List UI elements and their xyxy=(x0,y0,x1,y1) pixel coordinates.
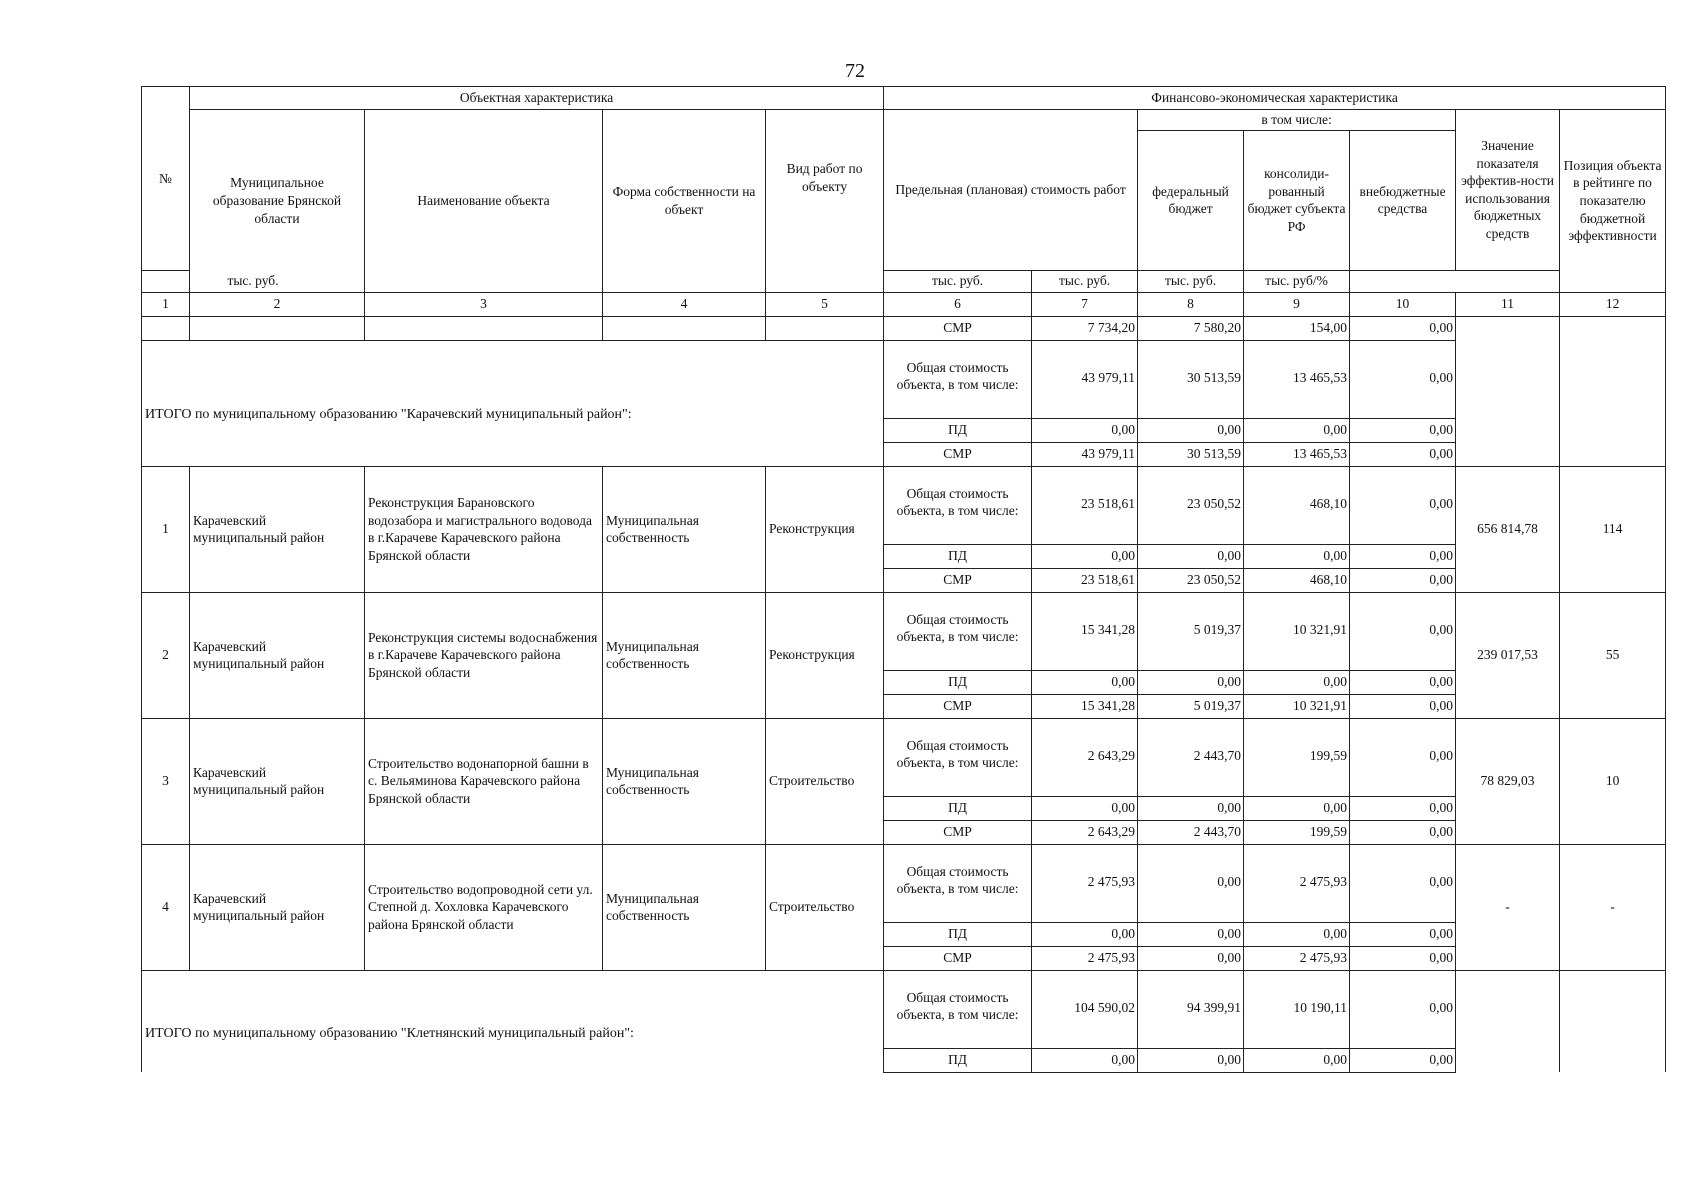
total-cost-label: Общая стоимость объекта, в том числе: xyxy=(884,466,1032,544)
cost-value: 0,00 xyxy=(1032,544,1138,568)
total-cost-label: Общая стоимость объекта, в том числе: xyxy=(884,592,1032,670)
federal-value: 0,00 xyxy=(1138,946,1244,970)
header-row-groups xyxy=(142,87,1666,110)
extrabudget-value: 0,00 xyxy=(1350,316,1456,340)
empty-cell xyxy=(365,316,603,340)
cost-value: 0,00 xyxy=(1032,1048,1138,1072)
federal-value: 0,00 xyxy=(1138,796,1244,820)
column-numbers-row xyxy=(142,292,1666,316)
unit-extrabudget: тыс. руб. xyxy=(1138,270,1244,292)
cost-value: 2 643,29 xyxy=(1032,820,1138,844)
efficiency-value: - xyxy=(1456,844,1560,970)
consolidated-value: 0,00 xyxy=(1244,922,1350,946)
unit-efficiency: тыс. руб/% xyxy=(1244,270,1350,292)
consolidated-value: 2 475,93 xyxy=(1244,844,1350,922)
object-municipality: Карачевский муниципальный район xyxy=(190,844,365,970)
header-extrabudget: внебюджетные средства xyxy=(1350,130,1456,270)
empty-cell xyxy=(1456,316,1560,340)
efficiency-value: 239 017,53 xyxy=(1456,592,1560,718)
investment-objects-table xyxy=(141,86,1666,1073)
extrabudget-value: 0,00 xyxy=(1350,340,1456,418)
empty-cell xyxy=(603,316,766,340)
object-number: 4 xyxy=(142,844,190,970)
consolidated-value: 468,10 xyxy=(1244,568,1350,592)
header-object-characteristic: Объектная характеристика xyxy=(190,87,884,110)
object-ownership: Муниципальная собственность xyxy=(603,718,766,844)
efficiency-value: 656 814,78 xyxy=(1456,466,1560,592)
object-ownership: Муниципальная собственность xyxy=(603,466,766,592)
consolidated-value: 10 321,91 xyxy=(1244,694,1350,718)
object-row xyxy=(142,718,1666,796)
empty-cell xyxy=(1560,340,1666,466)
extrabudget-value: 0,00 xyxy=(1350,694,1456,718)
object-row xyxy=(142,844,1666,922)
extrabudget-value: 0,00 xyxy=(1350,568,1456,592)
header-cost-limit: Предельная (плановая) стоимость работ xyxy=(884,110,1138,271)
cost-value: 0,00 xyxy=(1032,922,1138,946)
smr-label: СМР xyxy=(884,820,1032,844)
extrabudget-value: 0,00 xyxy=(1350,544,1456,568)
empty-cell xyxy=(1456,340,1560,466)
extrabudget-value: 0,00 xyxy=(1350,466,1456,544)
empty-cell xyxy=(1560,316,1666,340)
itogo-karachev-label: ИТОГО по муниципальному образованию "Карачевский муниципальный район": xyxy=(142,340,884,466)
cost-value: 2 475,93 xyxy=(1032,844,1138,922)
consolidated-value: 10 190,11 xyxy=(1244,970,1350,1048)
cost-value: 15 341,28 xyxy=(1032,694,1138,718)
header-work-type: Вид работ по объекту xyxy=(766,110,884,293)
header-consolidated: консолиди-рованный бюджет субъекта РФ xyxy=(1244,130,1350,270)
object-name: Реконструкция системы водоснабжения в г.Карачеве Карачевского района Брянской области xyxy=(365,592,603,718)
unit-cost: тыс. руб. xyxy=(142,270,365,292)
unit-federal: тыс. руб. xyxy=(884,270,1032,292)
extrabudget-value: 0,00 xyxy=(1350,592,1456,670)
rating-value: 114 xyxy=(1560,466,1666,592)
federal-value: 30 513,59 xyxy=(1138,340,1244,418)
consolidated-value: 0,00 xyxy=(1244,544,1350,568)
object-municipality: Карачевский муниципальный район xyxy=(190,466,365,592)
federal-value: 94 399,91 xyxy=(1138,970,1244,1048)
object-name: Строительство водопроводной сети ул. Степной д. Хохловка Карачевского района Брянской области xyxy=(365,844,603,970)
federal-value: 2 443,70 xyxy=(1138,718,1244,796)
cost-value: 43 979,11 xyxy=(1032,442,1138,466)
smr-label: СМР xyxy=(884,568,1032,592)
header-object-name: Наименование объекта xyxy=(365,110,603,293)
object-name: Строительство водонапорной башни в с. Вельяминова Карачевского района Брянской области xyxy=(365,718,603,844)
consolidated-value: 10 321,91 xyxy=(1244,592,1350,670)
col-number: 7 xyxy=(1032,292,1138,316)
federal-value: 0,00 xyxy=(1138,922,1244,946)
object-work-type: Строительство xyxy=(766,718,884,844)
cost-value: 2 643,29 xyxy=(1032,718,1138,796)
object-ownership: Муниципальная собственность xyxy=(603,844,766,970)
col-number: 9 xyxy=(1244,292,1350,316)
page-number: 72 xyxy=(845,60,865,82)
smr-label: СМР xyxy=(884,694,1032,718)
object-name: Реконструкция Барановского водозабора и магистрального водовода в г.Карачеве Карачевского района Брянской области xyxy=(365,466,603,592)
federal-value: 0,00 xyxy=(1138,844,1244,922)
extrabudget-value: 0,00 xyxy=(1350,922,1456,946)
object-number: 3 xyxy=(142,718,190,844)
col-number: 11 xyxy=(1456,292,1560,316)
header-number: № xyxy=(142,87,190,271)
col-number: 10 xyxy=(1350,292,1456,316)
col-number: 8 xyxy=(1138,292,1244,316)
header-efficiency: Значение показателя эффектив-ности использования бюджетных средств xyxy=(1456,110,1560,271)
cost-value: 0,00 xyxy=(1032,670,1138,694)
extrabudget-value: 0,00 xyxy=(1350,718,1456,796)
cost-value: 104 590,02 xyxy=(1032,970,1138,1048)
itogo-karachev-total-row xyxy=(142,340,1666,418)
object-number: 1 xyxy=(142,466,190,592)
carry-over-row xyxy=(142,316,1666,340)
rating-value: - xyxy=(1560,844,1666,970)
rating-value: 55 xyxy=(1560,592,1666,718)
empty-cell xyxy=(1560,970,1666,1072)
smr-label: СМР xyxy=(884,316,1032,340)
federal-value: 5 019,37 xyxy=(1138,592,1244,670)
smr-label: СМР xyxy=(884,946,1032,970)
total-cost-label: Общая стоимость объекта, в том числе: xyxy=(884,844,1032,922)
extrabudget-value: 0,00 xyxy=(1350,670,1456,694)
consolidated-value: 0,00 xyxy=(1244,670,1350,694)
extrabudget-value: 0,00 xyxy=(1350,844,1456,922)
consolidated-value: 468,10 xyxy=(1244,466,1350,544)
col-number: 12 xyxy=(1560,292,1666,316)
federal-value: 23 050,52 xyxy=(1138,466,1244,544)
object-municipality: Карачевский муниципальный район xyxy=(190,592,365,718)
consolidated-value: 2 475,93 xyxy=(1244,946,1350,970)
unit-consolidated: тыс. руб. xyxy=(1032,270,1138,292)
pd-label: ПД xyxy=(884,796,1032,820)
cost-value: 0,00 xyxy=(1032,418,1138,442)
federal-value: 0,00 xyxy=(1138,670,1244,694)
empty-cell xyxy=(1456,970,1560,1072)
extrabudget-value: 0,00 xyxy=(1350,1048,1456,1072)
header-row-including xyxy=(142,110,1666,131)
object-work-type: Строительство xyxy=(766,844,884,970)
consolidated-value: 199,59 xyxy=(1244,718,1350,796)
federal-value: 7 580,20 xyxy=(1138,316,1244,340)
object-row xyxy=(142,592,1666,670)
efficiency-value: 78 829,03 xyxy=(1456,718,1560,844)
federal-value: 5 019,37 xyxy=(1138,694,1244,718)
federal-value: 30 513,59 xyxy=(1138,442,1244,466)
federal-value: 0,00 xyxy=(1138,418,1244,442)
header-federal: федеральный бюджет xyxy=(1138,130,1244,270)
cost-value: 15 341,28 xyxy=(1032,592,1138,670)
extrabudget-value: 0,00 xyxy=(1350,970,1456,1048)
col-number: 2 xyxy=(190,292,365,316)
header-financial-characteristic: Финансово-экономическая характеристика xyxy=(884,87,1666,110)
consolidated-value: 154,00 xyxy=(1244,316,1350,340)
extrabudget-value: 0,00 xyxy=(1350,418,1456,442)
federal-value: 2 443,70 xyxy=(1138,820,1244,844)
cost-value: 23 518,61 xyxy=(1032,466,1138,544)
col-number: 3 xyxy=(365,292,603,316)
federal-value: 0,00 xyxy=(1138,544,1244,568)
itogo-kletnya-label: ИТОГО по муниципальному образованию "Клетнянский муниципальный район": xyxy=(142,970,884,1072)
col-number: 6 xyxy=(884,292,1032,316)
federal-value: 0,00 xyxy=(1138,1048,1244,1072)
itogo-kletnya-total-row xyxy=(142,970,1666,1048)
object-ownership: Муниципальная собственность xyxy=(603,592,766,718)
rating-value: 10 xyxy=(1560,718,1666,844)
cost-value: 2 475,93 xyxy=(1032,946,1138,970)
pd-label: ПД xyxy=(884,1048,1032,1072)
empty-cell xyxy=(190,316,365,340)
col-number: 1 xyxy=(142,292,190,316)
cost-value: 0,00 xyxy=(1032,796,1138,820)
federal-value: 23 050,52 xyxy=(1138,568,1244,592)
object-work-type: Реконструкция xyxy=(766,592,884,718)
col-number: 5 xyxy=(766,292,884,316)
consolidated-value: 13 465,53 xyxy=(1244,340,1350,418)
total-cost-label: Общая стоимость объекта, в том числе: xyxy=(884,718,1032,796)
total-cost-label: Общая стоимость объекта, в том числе: xyxy=(884,970,1032,1048)
consolidated-value: 0,00 xyxy=(1244,1048,1350,1072)
pd-label: ПД xyxy=(884,418,1032,442)
col-number: 4 xyxy=(603,292,766,316)
pd-label: ПД xyxy=(884,544,1032,568)
pd-label: ПД xyxy=(884,670,1032,694)
object-work-type: Реконструкция xyxy=(766,466,884,592)
object-row xyxy=(142,466,1666,544)
header-rating: Позиция объекта в рейтинге по показателю бюджетной эффективности xyxy=(1560,110,1666,293)
consolidated-value: 13 465,53 xyxy=(1244,442,1350,466)
pd-label: ПД xyxy=(884,922,1032,946)
empty-cell xyxy=(766,316,884,340)
consolidated-value: 199,59 xyxy=(1244,820,1350,844)
cost-value: 7 734,20 xyxy=(1032,316,1138,340)
smr-label: СМР xyxy=(884,442,1032,466)
header-including: в том числе: xyxy=(1138,110,1456,131)
extrabudget-value: 0,00 xyxy=(1350,946,1456,970)
object-number: 2 xyxy=(142,592,190,718)
total-cost-label: Общая стоимость объекта, в том числе: xyxy=(884,340,1032,418)
cost-value: 23 518,61 xyxy=(1032,568,1138,592)
consolidated-value: 0,00 xyxy=(1244,418,1350,442)
consolidated-value: 0,00 xyxy=(1244,796,1350,820)
object-municipality: Карачевский муниципальный район xyxy=(190,718,365,844)
extrabudget-value: 0,00 xyxy=(1350,796,1456,820)
empty-cell xyxy=(142,316,190,340)
cost-value: 43 979,11 xyxy=(1032,340,1138,418)
extrabudget-value: 0,00 xyxy=(1350,820,1456,844)
extrabudget-value: 0,00 xyxy=(1350,442,1456,466)
header-municipality: Муниципальное образование Брянской области xyxy=(190,110,365,293)
header-ownership: Форма собственности на объект xyxy=(603,110,766,293)
